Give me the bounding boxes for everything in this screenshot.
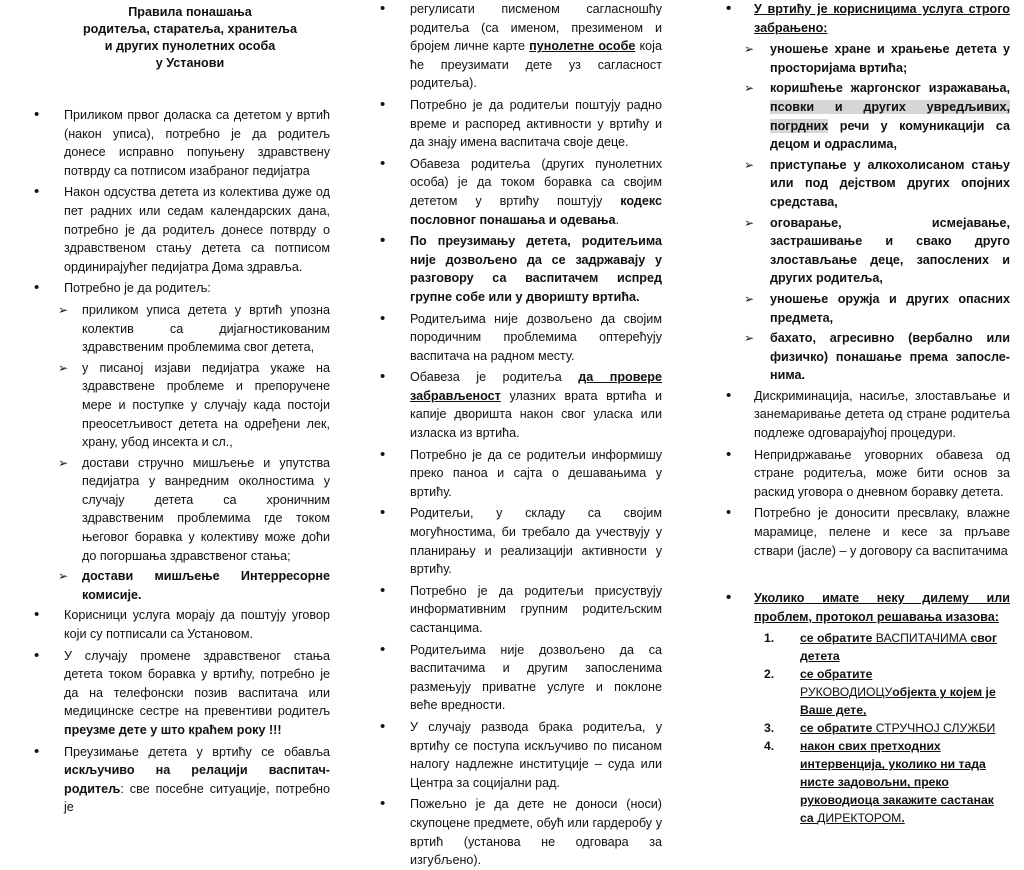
continued-text: • регулисати писменом сагласношћу родитеља (са именом, презименом и бројем личне карте пунолетне особе која ће преузимати дете уз сагласност родитеља). (400, 0, 662, 93)
step-item: 4. након свих претходних интервенција, уколико ни тада нисте задовољни, преко руководиоца закажите састанак са ДИРЕКТОРОМ. (764, 739, 994, 826)
list-item: • У вртићу је корисницима услуга строго забрањено: (744, 0, 1010, 37)
rules-list-2 (400, 0, 662, 870)
forbidden-list (744, 40, 1010, 385)
document-title: Правила понашања родитеља, старатеља, хранитеља и других пунолетних особа у Установи (82, 5, 297, 70)
sub-item: ➢ достави мишљење Интерресорне комисије. (58, 567, 330, 604)
list-item: • Потребно је доносити пресвлаку, влажне марамице, пелене и кесе за прљаве ствари (јасле) – у договору са васпитачима (744, 504, 1010, 560)
sub-item: ➢ коришћење жаргонског изражавања, псовки и других увредљивих, погрдних речи у комуникацији са децом и одраслима, (744, 79, 1010, 153)
sub-item: ➢ приступање у алкохолисаном стању или под дејством других опојних средстава, (744, 156, 1010, 212)
list-item: • Преузимање детета у вртићу се обавља искључиво на релацији васпитач-родитељ: све посебне ситуације, потребно је (30, 743, 330, 817)
list-item: • Пожељно је да дете не доноси (носи) скупоцене предмете, обућ или гардеробу у вртић (установа не одговара за изгубљено). (400, 795, 662, 869)
list-item: • Родитељима није дозвољено да својим породичним проблемима оптерећују васпитача на радном месту. (400, 310, 662, 366)
sub-item: ➢ уношење оружја и других опасних предмета, (744, 290, 1010, 327)
list-item: • Обавеза родитеља (других пунолетних особа) је да током боравка са својим дететом у вртићу поштују кодекс пословног понашања и одевања. (400, 155, 662, 229)
list-item: • Након одсуства детета из колектива дуже од пет радних или седам календарских дана, потребно је да родитељ донесе потврду о здравственом стању детета са потписом ординирајућег педијатра Дома здравља. (30, 183, 330, 276)
list-item: • У случају промене здравственог стања детета током боравка у вртићу, потребно је да на телефонски позив васпитача или медицинске сестре на превентиви родитељ преузме дете у што краћем року !!! (30, 647, 330, 740)
step-item: 1. се обратите ВАСПИТАЧИМА свог детета (764, 631, 998, 664)
step-item: 2. се обратите РУКОВОДИОЦУобјекта у којем је Ваше дете, (764, 667, 996, 718)
protocol-steps (744, 629, 1010, 827)
sub-item: ➢ приликом уписа детета у вртић упозна колектив са дијагностикованим здравственим проблемима свог детета, (58, 301, 330, 357)
rules-list-3 (744, 0, 1010, 37)
rules-list-1 (30, 106, 330, 298)
list-item: • Потребно је да се родитељи информишу преко паноа и сајта о дешавањима у вртићу. (400, 446, 662, 502)
list-item: • Уколико имате неку дилему или проблем, протокол решавања изазова: (744, 589, 1010, 626)
sub-item: ➢ уношење хране и храњење детета у просторијама вртића; (744, 40, 1010, 77)
list-item: • Дискриминација, насиље, злостављање и занемаривање детета од стране родитеља подлеже одговарајућој процедури. (744, 387, 1010, 443)
list-item: • По преузимању детета, родитељима није дозвољено да се задржавају у разговору са васпитачем испред групне собе или у дворишту вртића. (400, 232, 662, 306)
list-item: • Родитељима није дозвољено да са васпитачима и другим запосленима размењују приватне услуге и поклоне веће вредности. (400, 641, 662, 715)
list-item: • Корисници услуга морају да поштују уговор који су потписали са Установом. (30, 606, 330, 643)
column-1 (30, 0, 330, 815)
sub-item: ➢ бахато, агресивно (вербално или физичко) понашање према запосле-нима. (744, 329, 1010, 385)
list-item: • Потребно је да родитељи поштују радно време и распоред активности у вртићу и да знају имена васпитача своје деце. (400, 96, 662, 152)
sub-item: ➢ у писаној изјави педијатра укаже на здравствене проблеме и препоручене мере и поступке у случају када постоји преосетљивост детета на одређени лек, храну, убод инсекта и сл., (58, 359, 330, 452)
sub-item: ➢ достави стручно мишљење и упутства педијатра у ванредним околностима у случају детета са хроничним здравственим проблемима где током његовог боравка у колективу може доћи до погоршања здравственог стања; (58, 454, 330, 566)
column-2 (400, 0, 662, 868)
sub-list (30, 301, 330, 605)
column-3 (744, 0, 1010, 826)
list-item: • Потребно је да родитељи присуствују информативним групним родитељским састанцима. (400, 582, 662, 638)
list-item: • Непридржавање уговорних обавеза од стране родитеља, може бити основ за раскид уговора о дневном боравку детета. (744, 446, 1010, 502)
sub-item: ➢ оговарање, исмејавање, застрашивање и свако друго злостављање деце, запослених и других родитеља, (744, 214, 1010, 288)
list-item: • Обавеза је родитеља да провере забрављеност улазних врата вртића и капије дворишта након свог уласка или изласка из вртића. (400, 368, 662, 442)
list-item: • У случају развода брака родитеља, у вртићу се поступа искључиво по писаном налогу надлежне институције – суда или Центра за социјални рад. (400, 718, 662, 792)
list-item: • Потребно је да родитељ: (30, 279, 330, 298)
list-item: • Приликом првог доласка са дететом у вртић (након уписа), потребно је да родитељ донесе исправно попуњену здравствену потврду са потписом изабраног педијатра (30, 106, 330, 180)
step-item: 3. се обратите СТРУЧНОЈ СЛУЖБИ (764, 721, 996, 736)
list-item: • Родитељи, у складу са својим могућностима, би требало да учествују у планирању и реализацији активности у вртићу. (400, 504, 662, 578)
